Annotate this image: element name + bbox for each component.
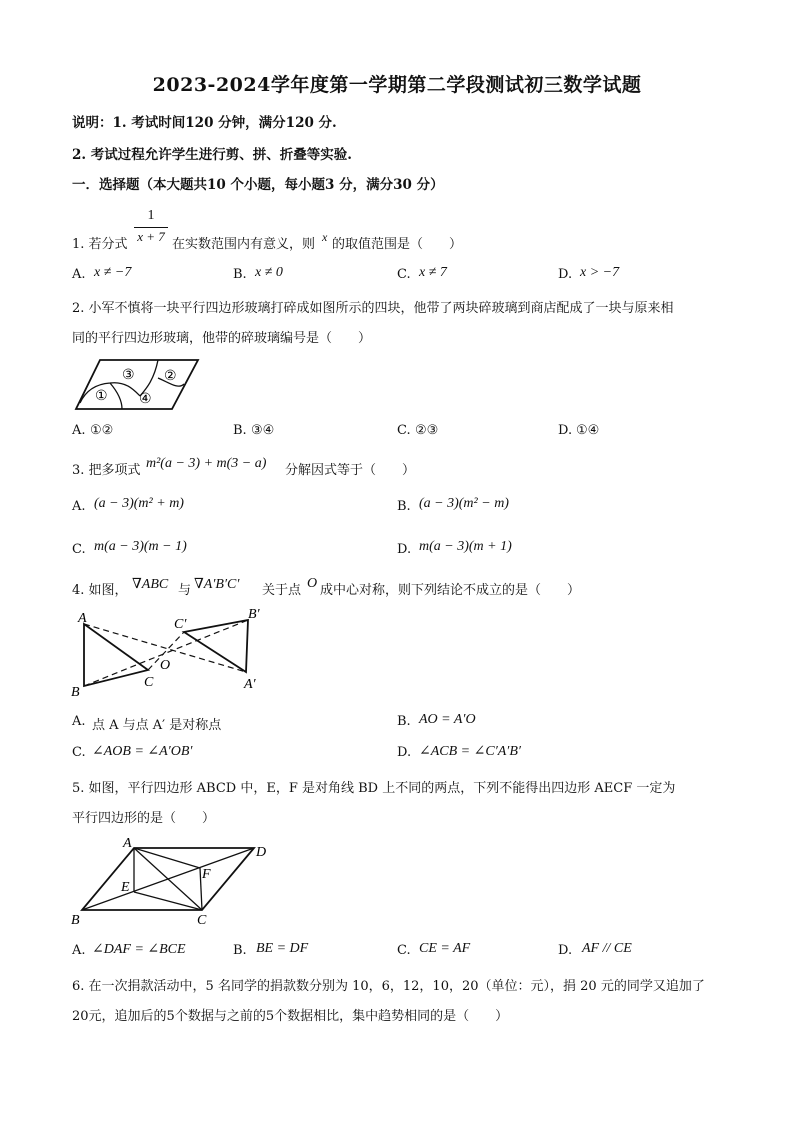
q4-option-c[interactable]: ∠AOB = ∠A′OB′ (92, 744, 193, 759)
q4-triangle-abc: ∇ABC (132, 577, 169, 592)
q1-option-c-label: C. (397, 267, 411, 282)
q5-option-c[interactable]: CE = AF (419, 941, 471, 956)
q5-option-a[interactable]: ∠DAF = ∠BCE (92, 942, 186, 957)
q5-option-b-label: B. (233, 943, 247, 958)
q3-option-b[interactable]: (a − 3)(m² − m) (419, 496, 509, 511)
q4-option-b[interactable]: AO = A′O (419, 712, 476, 727)
q5-stem-line-2: 平行四边形的是（ ） (72, 811, 216, 826)
q3-option-a[interactable]: (a − 3)(m² + m) (94, 496, 184, 511)
q2-option-a[interactable]: ①② (90, 423, 114, 438)
q3-option-b-label: B. (397, 499, 411, 514)
q4-stem-prefix: 4. 如图， (72, 583, 128, 598)
q2-crack-3 (140, 360, 158, 396)
q5-option-a-label: A. (72, 943, 86, 958)
q4-triangle-a1b1c1: ∇A′B′C′ (194, 577, 240, 592)
q1-option-c[interactable]: x ≠ 7 (419, 265, 447, 280)
q4-option-b-label: B. (397, 714, 411, 729)
q5-label-e: E (121, 880, 130, 895)
q3-option-d-label: D. (397, 542, 412, 557)
q4-option-a[interactable]: 点 A 与点 A′ 是对称点 (92, 718, 222, 733)
q4-dashed-lines (84, 620, 248, 686)
q3-stem-prefix: 3. 把多项式 (72, 463, 141, 478)
q1-option-a-label: A. (72, 267, 86, 282)
q4-label-c-prime: C′ (174, 617, 187, 632)
q3-stem-expression: m²(a − 3) + m(3 − a) (146, 456, 267, 471)
q2-option-c[interactable]: ②③ (415, 423, 439, 438)
q4-symmetry-figure (68, 602, 274, 702)
q4-point-o: O (307, 576, 318, 591)
q2-option-d-label: D. (558, 423, 573, 438)
section-heading: 一．选择题（本大题共10 个小题，每小题3 分，满分30 分） (72, 177, 444, 193)
q2-piece-3-label: ③ (122, 368, 135, 383)
q1-option-b-label: B. (233, 267, 247, 282)
q2-option-b-label: B. (233, 423, 247, 438)
q3-option-d[interactable]: m(a − 3)(m + 1) (419, 539, 512, 554)
q4-option-a-label: A. (72, 714, 86, 729)
q2-crack-1 (80, 383, 140, 403)
q1-fraction-denominator: x + 7 (137, 229, 165, 244)
q4-label-a-prime: A′ (244, 677, 256, 692)
q5-option-b[interactable]: BE = DF (256, 941, 309, 956)
q2-stem-line-2: 同的平行四边形玻璃，他带的碎玻璃编号是（ ） (72, 331, 372, 346)
q1-option-b[interactable]: x ≠ 0 (255, 265, 283, 280)
q2-crack-2 (110, 383, 122, 409)
q5-label-d: D (256, 845, 267, 860)
q2-piece-1-label: ① (95, 389, 108, 404)
q4-option-c-label: C. (72, 745, 86, 760)
q4-label-c: C (144, 675, 154, 690)
q2-stem-line-1: 2. 小军不慎将一块平行四边形玻璃打碎成如图所示的四块，他带了两块碎玻璃到商店配成了一块与原来相 (72, 301, 674, 316)
q3-stem-end: 分解因式等于（ ） (285, 463, 416, 478)
q5-option-d[interactable]: AF // CE (582, 941, 632, 956)
q1-stem-variable: x (322, 230, 328, 244)
q2-option-d[interactable]: ①④ (576, 423, 600, 438)
q4-option-d[interactable]: ∠ACB = ∠C′A′B′ (419, 744, 521, 759)
q1-fraction-bar (134, 227, 168, 228)
q1-option-d[interactable]: x > −7 (580, 265, 620, 280)
exam-note-2: 2. 考试过程允许学生进行剪、拼、折叠等实验. (72, 147, 352, 163)
q5-stem-line-1: 5. 如图，平行四边形 ABCD 中，E，F 是对角线 BD 上不同的两点，下列不能得出四边形 AECF 一定为 (72, 781, 676, 796)
q1-option-d-label: D. (558, 267, 573, 282)
q1-stem-middle: 在实数范围内有意义，则 (172, 237, 316, 252)
exam-note-1: 说明：1. 考试时间120 分钟，满分120 分. (72, 115, 337, 131)
page-title: 2023-2024学年度第一学期第二学段测试初三数学试题 (152, 74, 642, 96)
q1-fraction-numerator: 1 (147, 208, 155, 223)
q4-stem-about: 关于点 (262, 583, 302, 598)
q5-label-f: F (202, 867, 211, 882)
q5-segment-af (134, 848, 200, 868)
q5-parallelogram-figure (66, 834, 276, 930)
q4-label-a: A (78, 611, 87, 626)
q1-stem-end: 的取值范围是（ ） (332, 237, 463, 252)
q5-label-a: A (123, 836, 132, 851)
q2-piece-2-label: ② (164, 369, 177, 384)
q2-option-b[interactable]: ③④ (251, 423, 275, 438)
q1-stem-prefix: 1. 若分式 (72, 237, 128, 252)
q4-option-d-label: D. (397, 745, 412, 760)
q3-option-c-label: C. (72, 542, 86, 557)
q4-stem-with: 与 (178, 583, 192, 598)
q5-label-b: B (71, 913, 80, 928)
q5-option-d-label: D. (558, 943, 573, 958)
q1-option-a[interactable]: x ≠ −7 (94, 265, 132, 280)
q4-label-b-prime: B′ (248, 607, 260, 622)
q6-stem-line-2: 20元，追加后的5个数据与之前的5个数据相比，集中趋势相同的是（ ） (72, 1009, 509, 1024)
q3-option-a-label: A. (72, 499, 86, 514)
q2-glass-figure (72, 356, 202, 416)
q4-label-b: B (71, 685, 80, 700)
q2-option-c-label: C. (397, 423, 411, 438)
q2-option-a-label: A. (72, 423, 86, 438)
q4-stem-end: 成中心对称，则下列结论不成立的是（ ） (320, 583, 581, 598)
q6-stem-line-1: 6. 在一次捐款活动中，5 名同学的捐款数分别为 10，6，12，10，20（单位：元），捐 20 元的同学又追加了 (72, 979, 705, 994)
q5-option-c-label: C. (397, 943, 411, 958)
q3-option-c[interactable]: m(a − 3)(m − 1) (94, 539, 187, 554)
q2-piece-4-label: ④ (139, 392, 152, 407)
q4-label-o: O (160, 658, 171, 673)
q5-label-c: C (197, 913, 207, 928)
q4-triangle-a1b1c1-shape (184, 620, 248, 672)
